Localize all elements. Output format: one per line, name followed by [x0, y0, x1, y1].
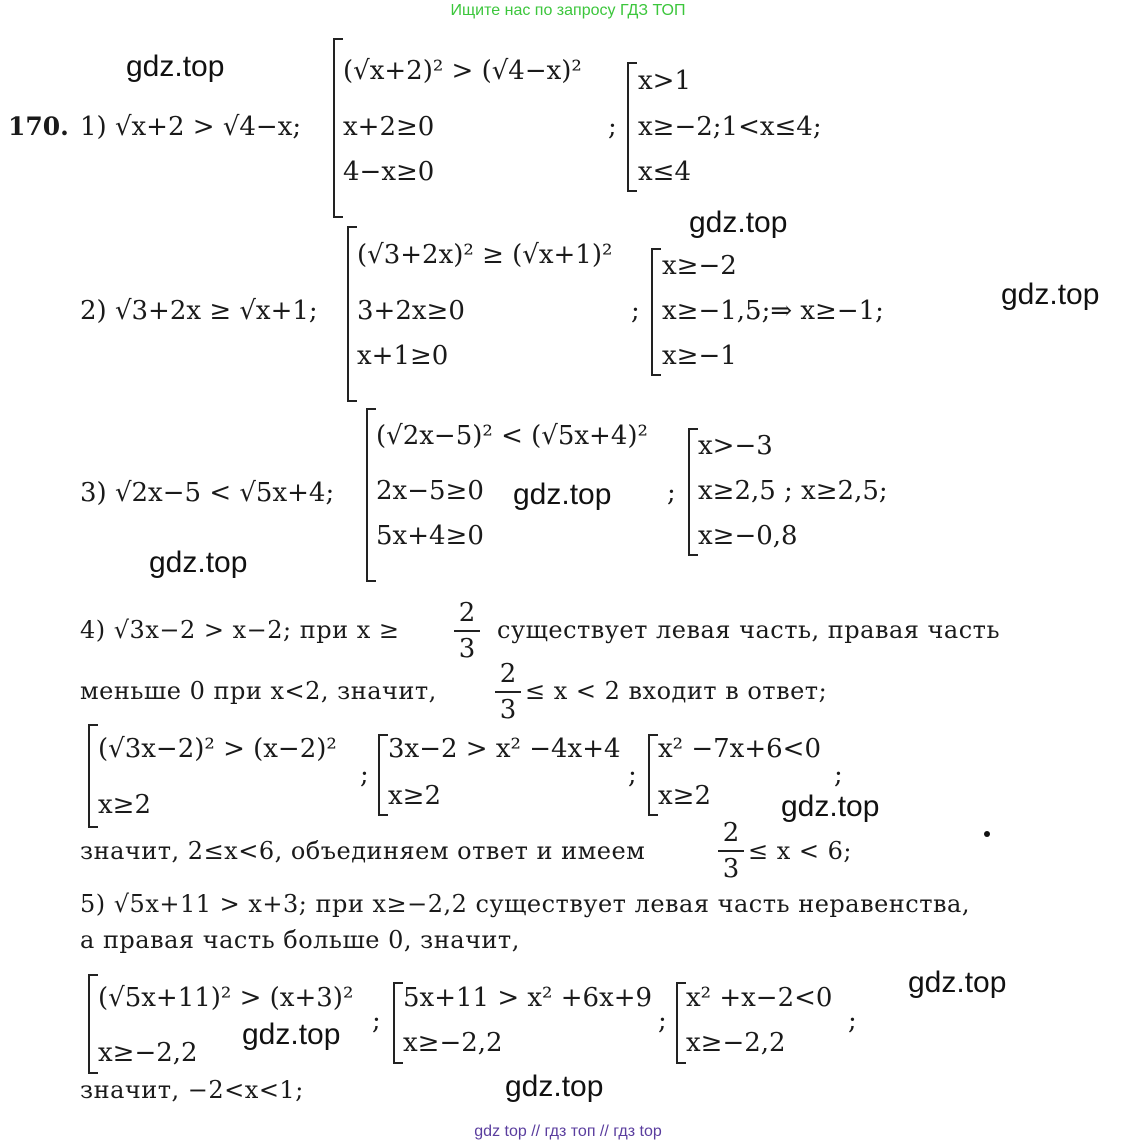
- p4-line-2-start: меньше 0 при x<2, значит,: [80, 677, 437, 705]
- p1-separator: ;: [608, 112, 617, 142]
- p4-sep-1: ;: [360, 760, 369, 790]
- p5-sysA-line-1: (√5x+11)² > (x+3)²: [98, 983, 354, 1013]
- p1-res-line-2: x≥−2;1<x≤4;: [638, 112, 822, 142]
- p2-separator: ;: [631, 296, 640, 326]
- p4-line-3-start: значит, 2≤x<6, объединяем ответ и имеем: [80, 837, 646, 865]
- p5-sysA-brace: [88, 974, 98, 1074]
- p3-label: 3) √2x−5 < √5x+4;: [80, 478, 335, 508]
- p4-sep-2: ;: [628, 760, 637, 790]
- p2-res-brace: [651, 248, 661, 376]
- p1-label: 1) √x+2 > √4−x;: [80, 112, 302, 142]
- p5-sep-2: ;: [658, 1006, 667, 1036]
- p2-sys-brace: [347, 226, 357, 402]
- p1-res-line-1: x>1: [638, 66, 691, 96]
- watermark: gdz.top: [1001, 278, 1100, 311]
- p2-label: 2) √3+2x ≥ √x+1;: [80, 296, 318, 326]
- p1-sys-line-1: (√x+2)² > (√4−x)²: [343, 56, 582, 86]
- p3-sys-line-3: 5x+4≥0: [376, 521, 484, 551]
- p4-fraction-1-den: 3: [458, 634, 476, 664]
- watermark: gdz.top: [242, 1018, 341, 1051]
- p4-fraction-3-den: 3: [722, 854, 740, 884]
- stray-dot: [984, 831, 990, 837]
- p4-fraction-2-den: 3: [499, 695, 517, 725]
- p1-res-brace: [627, 62, 637, 192]
- p4-fraction-3: [718, 818, 744, 884]
- p5-sep-3: ;: [848, 1006, 857, 1036]
- p5-sysB-line-2: x≥−2,2: [403, 1028, 503, 1058]
- p5-sysC-brace: [676, 982, 686, 1064]
- p5-line-1: 5) √5x+11 > x+3; при x≥−2,2 существует левая часть неравенства,: [80, 890, 970, 918]
- p2-sys-line-1: (√3+2x)² ≥ (√x+1)²: [357, 240, 613, 270]
- fraction-bar: [718, 850, 744, 852]
- p1-sys-brace: [333, 38, 343, 218]
- p2-sys-line-3: x+1≥0: [357, 341, 449, 371]
- p4-sep-3: ;: [834, 760, 843, 790]
- p4-fraction-3-num: 2: [722, 818, 740, 848]
- p1-sys-line-3: 4−x≥0: [343, 157, 435, 187]
- p2-res-line-3: x≥−1: [662, 341, 737, 371]
- p4-fraction-1: [454, 598, 480, 664]
- p5-sysB-line-1: 5x+11 > x² +6x+9: [403, 983, 653, 1013]
- p2-sys-line-2: 3+2x≥0: [357, 296, 465, 326]
- p4-sysA-line-1: (√3x−2)² > (x−2)²: [98, 734, 337, 764]
- p3-res-brace: [688, 428, 698, 556]
- fraction-bar: [454, 630, 480, 632]
- p5-sysB-brace: [393, 982, 403, 1064]
- p4-sysC-line-2: x≥2: [658, 781, 711, 811]
- p4-line-3-end: ≤ x < 6;: [748, 837, 852, 865]
- p3-sys-brace: [366, 408, 376, 582]
- p1-res-line-3: x≤4: [638, 157, 691, 187]
- p3-res-line-1: x>−3: [698, 431, 773, 461]
- watermark: gdz.top: [689, 206, 788, 239]
- p4-sysB-brace: [378, 734, 388, 816]
- p1-sys-line-2: x+2≥0: [343, 112, 435, 142]
- watermark: gdz.top: [505, 1070, 604, 1103]
- p4-sysB-line-2: x≥2: [388, 781, 441, 811]
- p5-sysC-line-2: x≥−2,2: [686, 1028, 786, 1058]
- p3-sys-line-2: 2x−5≥0: [376, 476, 484, 506]
- p4-sysA-brace: [88, 724, 98, 828]
- p5-sysA-line-2: x≥−2,2: [98, 1038, 198, 1068]
- watermark: gdz.top: [126, 50, 225, 83]
- p5-line-2: а правая часть больше 0, значит,: [80, 926, 520, 954]
- p2-res-line-2: x≥−1,5;⇒ x≥−1;: [662, 296, 884, 326]
- watermark: gdz.top: [149, 546, 248, 579]
- p5-sep-1: ;: [372, 1006, 381, 1036]
- p5-sysC-line-1: x² +x−2<0: [686, 983, 833, 1013]
- p4-line-1-end: существует левая часть, правая часть: [497, 616, 1001, 644]
- p3-res-line-2: x≥2,5 ; x≥2,5;: [698, 476, 888, 506]
- footer-links[interactable]: gdz top // гдз топ // гдз top: [474, 1123, 662, 1140]
- watermark: gdz.top: [513, 478, 612, 511]
- fraction-bar: [495, 691, 521, 693]
- p3-res-line-3: x≥−0,8: [698, 521, 798, 551]
- p4-line-2-end: ≤ x < 2 входит в ответ;: [525, 677, 828, 705]
- watermark: gdz.top: [781, 790, 880, 823]
- p3-sys-line-1: (√2x−5)² < (√5x+4)²: [376, 421, 648, 451]
- problem-number: 170.: [8, 112, 69, 141]
- p4-line-1-start: 4) √3x−2 > x−2; при x ≥: [80, 616, 400, 644]
- search-banner[interactable]: Ищите нас по запросу ГДЗ ТОП: [450, 2, 686, 19]
- p4-sysC-brace: [648, 734, 658, 816]
- p4-sysC-line-1: x² −7x+6<0: [658, 734, 821, 764]
- p3-separator: ;: [667, 478, 676, 508]
- p2-res-line-1: x≥−2: [662, 251, 737, 281]
- p5-line-3: значит, −2<x<1;: [80, 1076, 304, 1104]
- p4-fraction-2-num: 2: [499, 659, 517, 689]
- p4-sysB-line-1: 3x−2 > x² −4x+4: [388, 734, 621, 764]
- p4-fraction-1-num: 2: [458, 598, 476, 628]
- watermark: gdz.top: [908, 966, 1007, 999]
- p4-fraction-2: [495, 659, 521, 725]
- p4-sysA-line-2: x≥2: [98, 790, 151, 820]
